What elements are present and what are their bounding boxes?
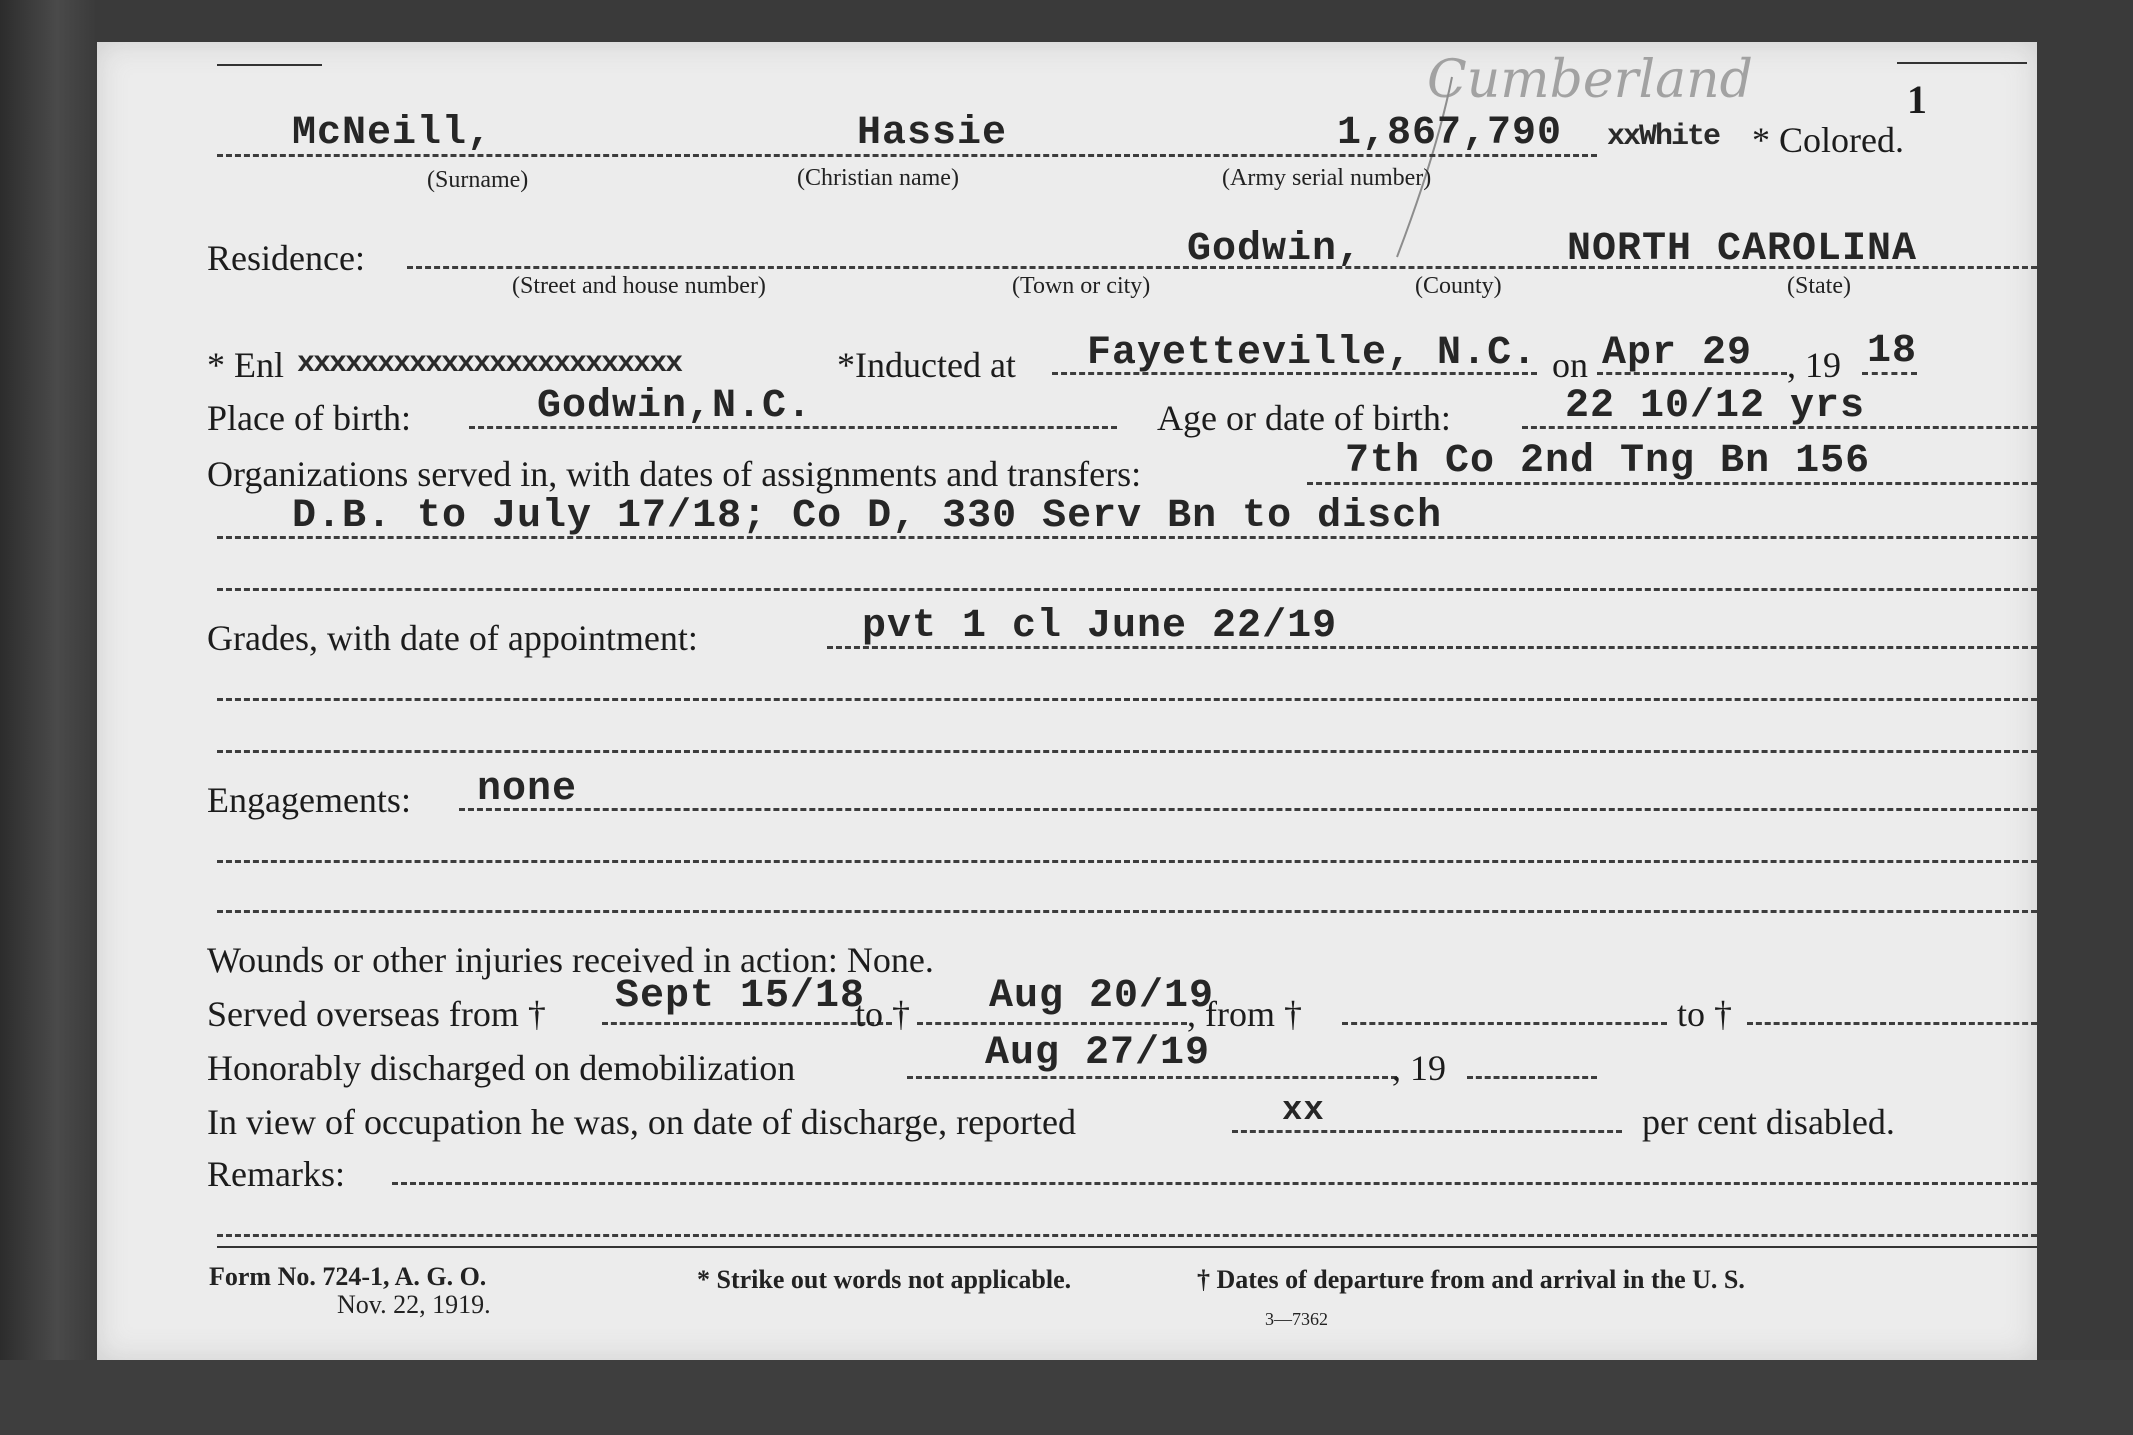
inducted-label: *Inducted at (837, 345, 1016, 385)
birth-label: Place of birth: (207, 398, 411, 438)
form-date: Nov. 22, 1919. (337, 1290, 491, 1319)
overseas-from-value: Sept 15/18 (615, 974, 866, 1019)
wounds-label: Wounds or other injuries received in action: None. (207, 940, 934, 980)
residence-town-value: Godwin, (1187, 227, 1363, 272)
engagements-value: none (477, 767, 578, 812)
christian-name-value: Hassie (857, 111, 1008, 156)
footnote-dates: † Dates of departure from and arrival in the U. S. (1197, 1265, 1745, 1294)
remarks-label: Remarks: (207, 1154, 345, 1194)
remarks-line-2 (217, 1234, 2037, 1237)
orgs-label: Organizations served in, with dates of assignments and transfers: (207, 454, 1142, 494)
occupation-label: In view of occupation he was, on date of discharge, reported (207, 1102, 1077, 1142)
struck-enlisted-words: xxxxxxxxxxxxxxxxxxxxxxxx (297, 347, 682, 381)
state-caption: (State) (1787, 273, 1851, 299)
surname-caption: (Surname) (427, 167, 529, 193)
christian-name-caption: (Christian name) (797, 165, 959, 191)
overseas-to-line (917, 1022, 1187, 1025)
discharge-label: Honorably discharged on demobilization (207, 1048, 796, 1088)
print-code: 3—7362 (1265, 1309, 1328, 1329)
overseas-to-value: Aug 20/19 (989, 974, 1215, 1019)
grades-line-3 (217, 750, 2037, 753)
enl-prefix: * Enl (207, 345, 284, 385)
county-handwritten-note: Cumberland (1427, 50, 1753, 110)
film-border-left (0, 0, 95, 1435)
to-label-1: to † (855, 994, 911, 1034)
residence-state-value: NORTH CAROLINA (1567, 227, 1918, 272)
footer-rule (217, 1246, 2037, 1248)
discharge-date-value: Aug 27/19 (985, 1031, 1211, 1076)
footnote-strike: * Strike out words not applicable. (697, 1265, 1072, 1294)
top-rule-right (1897, 62, 2027, 64)
county-caption: (County) (1415, 273, 1502, 299)
inducted-date-value: Apr 29 (1602, 331, 1753, 376)
grades-line-2 (217, 698, 2037, 701)
serial-caption: (Army serial number) (1222, 165, 1432, 191)
town-caption: (Town or city) (1012, 273, 1151, 299)
engagements-line-3 (217, 910, 2037, 913)
overseas-from-line (602, 1022, 892, 1025)
inducted-year-value: 18 (1867, 329, 1918, 374)
discharge-year-label: , 19 (1392, 1048, 1446, 1088)
year-prefix: , 19 (1787, 345, 1841, 385)
engagements-line-1 (459, 808, 2037, 811)
struck-white: xxWhite (1607, 120, 1720, 154)
orgs-line-3 (217, 588, 2037, 591)
grades-label: Grades, with date of appointment: (207, 618, 698, 658)
form-number: Form No. 724-1, A. G. O. (209, 1262, 487, 1291)
age-value: 22 10/12 yrs (1565, 384, 1866, 429)
service-record-card (97, 42, 2037, 1360)
colored-label: * Colored. (1752, 120, 1904, 160)
disabled-line (1232, 1130, 1622, 1133)
surname-value: McNeill, (292, 111, 493, 156)
remarks-line-1 (392, 1182, 2037, 1185)
street-caption: (Street and house number) (512, 273, 766, 299)
overseas-to-2-line (1747, 1022, 2037, 1025)
top-rule (217, 64, 322, 66)
orgs-value-1: 7th Co 2nd Tng Bn 156 (1345, 439, 1871, 484)
from-label-2: , from † (1187, 994, 1302, 1034)
disabled-label: per cent disabled. (1642, 1102, 1895, 1142)
discharge-year-line (1467, 1076, 1597, 1079)
overseas-label: Served overseas from † (207, 994, 546, 1034)
residence-label: Residence: (207, 238, 365, 278)
birth-place-value: Godwin,N.C. (537, 384, 813, 429)
engagements-label: Engagements: (207, 780, 411, 820)
engagements-line-2 (217, 860, 2037, 863)
page-number: 1 (1907, 77, 1927, 122)
age-label: Age or date of birth: (1157, 398, 1451, 438)
orgs-value-2: D.B. to July 17/18; Co D, 330 Serv Bn to disch (292, 494, 1443, 539)
on-label: on (1552, 345, 1588, 385)
grades-value: pvt 1 cl June 22/19 (862, 604, 1338, 649)
discharge-date-line (907, 1076, 1397, 1079)
to-label-2: to † (1677, 994, 1733, 1034)
film-border-bottom (0, 1360, 2133, 1435)
serial-number-value: 1,867,790 (1337, 111, 1563, 156)
overseas-from-2-line (1342, 1022, 1667, 1025)
disabled-value: xx (1282, 1092, 1325, 1130)
inducted-place-value: Fayetteville, N.C. (1087, 331, 1538, 376)
